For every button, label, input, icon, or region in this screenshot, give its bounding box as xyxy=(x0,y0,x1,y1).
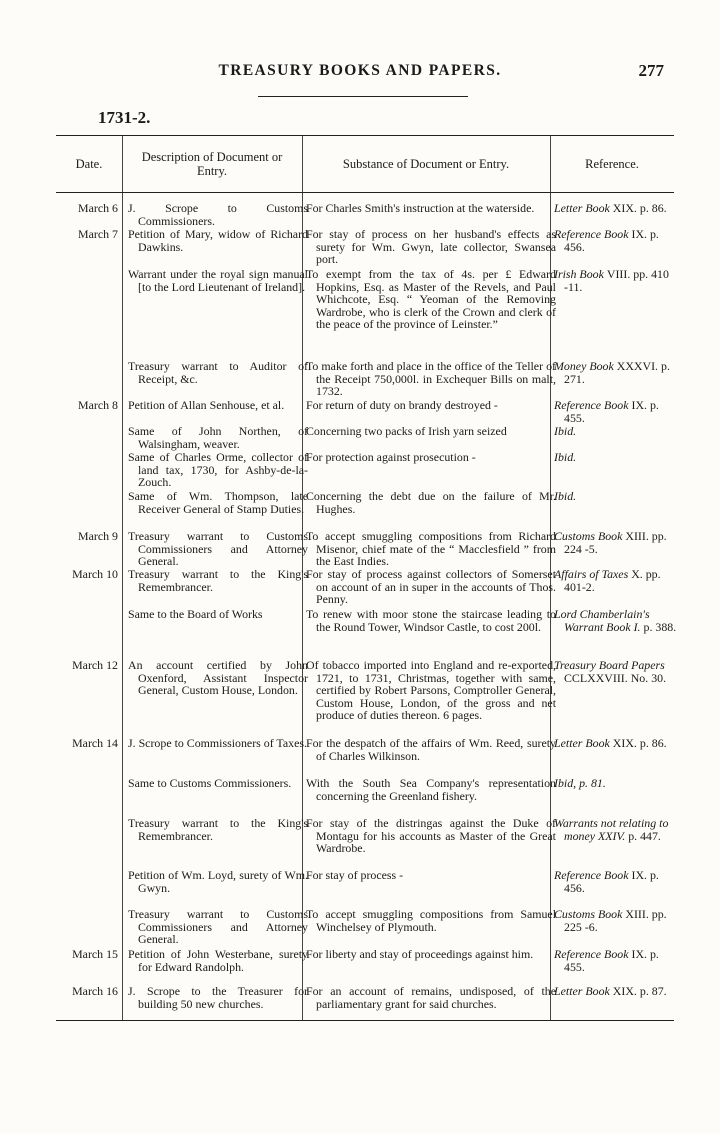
reference-page: XIII. pp. 225 -6. xyxy=(564,907,667,934)
entry-substance: For stay of process on her husband's effects as surety for Wm. Gwyn, late collector, Swansea port. xyxy=(306,227,556,267)
reference-book: Reference Book xyxy=(554,947,629,961)
entry-reference xyxy=(554,948,680,973)
entry-date: March 16 xyxy=(72,984,118,998)
entry-date: March 6 xyxy=(78,201,118,215)
entry-reference xyxy=(554,985,680,998)
entry-reference xyxy=(554,817,680,842)
reference-page: IX. p. 456. xyxy=(564,868,659,895)
entry-substance: To accept smuggling compositions from Richard Misenor, chief mate of the “ Macclesfield ” from the East Indies. xyxy=(306,529,556,569)
title-rule xyxy=(258,96,468,97)
reference-book: Reference Book xyxy=(554,868,629,882)
entry-reference xyxy=(554,869,680,894)
reference-page: XIX. p. 86. xyxy=(612,736,667,750)
reference-page: p. 447. xyxy=(628,828,661,843)
entry-reference xyxy=(554,228,680,253)
entry-reference: Ibid. xyxy=(554,424,577,438)
reference-book: Customs Book xyxy=(554,907,623,921)
reference-book: Letter Book xyxy=(554,201,610,215)
reference-book: Reference Book xyxy=(554,227,629,241)
reference-page: IX. p. 456. xyxy=(564,227,659,254)
reference-book: Treasury Board Papers xyxy=(554,658,665,672)
entry-substance: For liberty and stay of proceedings against him. xyxy=(306,947,534,961)
reference-book: Irish Book xyxy=(554,267,604,281)
entry-reference xyxy=(554,908,680,933)
entry-substance: For an account of remains, undisposed, of the parliamentary grant for said churches. xyxy=(306,984,556,1011)
entry-description: Same of Wm. Thompson, late Receiver General of Stamp Duties. xyxy=(128,489,308,516)
running-title: TREASURY BOOKS AND PAPERS. xyxy=(218,62,502,79)
reference-page: XIX. p. 87. xyxy=(612,984,667,998)
entry-description: An account certified by John Oxenford, Assistant Inspector General, Custom House, London. xyxy=(128,658,308,698)
entry-substance: To accept smuggling compositions from Samuel Winchelsey of Plymouth. xyxy=(306,907,556,934)
entry-reference xyxy=(554,202,680,215)
column-header-date: Date. xyxy=(75,157,103,171)
reference-page: CCLXXVIII. No. 30. xyxy=(564,670,667,685)
entry-reference xyxy=(554,659,680,684)
entry-description: Petition of Wm. Loyd, surety of Wm. Gwyn. xyxy=(128,868,308,895)
entries-table xyxy=(56,135,677,1021)
entry-description: Treasury warrant to the King's Remembrancer. xyxy=(128,816,308,843)
entry-reference xyxy=(554,530,680,555)
entry-reference: Ibid, p. 81. xyxy=(554,776,606,790)
reference-book: Reference Book xyxy=(554,398,629,412)
entry-date: March 9 xyxy=(78,529,118,543)
entry-substance: For the despatch of the affairs of Wm. Reed, surety of Charles Wilkinson. xyxy=(306,736,556,763)
reference-book: Lord Chamberlain's Warrant Book I. xyxy=(554,607,650,634)
entry-description: J. Scrope to the Treasurer for building 50 new churches. xyxy=(128,984,308,1011)
entry-substance: Concerning the debt due on the failure of Mr. Hughes. xyxy=(306,489,556,516)
entry-description: Same to the Board of Works xyxy=(128,607,263,621)
reference-page: IX. p. 455. xyxy=(564,398,659,425)
entry-description: J. Scrope to Commissioners of Taxes. xyxy=(128,736,307,750)
entry-substance: With the South Sea Company's representation concerning the Greenland fishery. xyxy=(306,776,556,803)
entry-date: March 14 xyxy=(72,736,118,750)
entry-substance: Of tobacco imported into England and re-exported, 1721, to 1731, Christmas, together with same, certified by Robert Parsons, Comptroller General, Custom House, London, of the gross and net produce of duties thereon. 6 pages. xyxy=(306,658,556,723)
entry-substance: For stay of the distringas against the Duke of Montagu for his accounts as Master of the Great Wardrobe. xyxy=(306,816,556,856)
entry-description: Treasury warrant to Customs Commissioners and Attorney General. xyxy=(128,529,308,569)
entry-reference xyxy=(554,399,680,424)
reference-page: IX. p. 455. xyxy=(564,947,659,974)
column-header-substance: Substance of Document or Entry. xyxy=(342,157,510,171)
reference-book: Affairs of Taxes xyxy=(554,567,629,581)
header-rule xyxy=(56,192,674,193)
reference-page: XXXVI. p. 271. xyxy=(564,359,670,386)
entry-date: March 15 xyxy=(72,947,118,961)
entry-description: Petition of Mary, widow of Richard Dawkins. xyxy=(128,227,308,254)
entry-description: Petition of Allan Senhouse, et al. xyxy=(128,398,285,412)
entry-reference: Ibid. xyxy=(554,489,577,503)
entry-substance: For return of duty on brandy destroyed - xyxy=(306,399,556,412)
entry-description: Treasury warrant to Customs Commissioners and Attorney General. xyxy=(128,907,308,947)
column-header-reference: Reference. xyxy=(585,157,639,171)
reference-page: p. 388. xyxy=(643,619,677,634)
entry-reference xyxy=(554,737,680,750)
entry-substance: Concerning two packs of Irish yarn seized xyxy=(306,424,507,438)
entry-description: Treasury warrant to Auditor of Receipt, &c. xyxy=(128,359,308,386)
entry-description: Same of Charles Orme, collector of land tax, 1730, for Ashby-de-la-Zouch. xyxy=(128,450,308,490)
reference-book: Money Book xyxy=(554,359,614,373)
entry-date: March 8 xyxy=(78,398,118,412)
entry-description: Warrant under the royal sign manual [to the Lord Lieutenant of Ireland]. xyxy=(128,267,308,294)
reference-book: Letter Book xyxy=(554,736,610,750)
entry-substance: To make forth and place in the office of the Teller of the Receipt 750,000l. in Exchequer Bills on malt, 1732. xyxy=(306,359,556,399)
entry-reference: Ibid. xyxy=(554,450,577,464)
reference-page: XIII. pp. 224 -5. xyxy=(564,529,667,556)
reference-book: Customs Book xyxy=(554,529,623,543)
page-number: 277 xyxy=(638,61,664,80)
column-header-description: Description of Document or Entry. xyxy=(141,150,283,178)
entry-reference xyxy=(554,268,680,293)
entry-substance: To renew with moor stone the staircase leading to the Round Tower, Windsor Castle, to cost 200l. xyxy=(306,607,556,634)
reference-page: VIII. pp. 410 -11. xyxy=(564,267,669,294)
entry-reference xyxy=(554,360,680,385)
reference-page: XIX. p. 86. xyxy=(612,201,667,215)
entry-reference xyxy=(554,608,680,633)
entry-reference xyxy=(554,568,680,593)
entry-description: Same to Customs Commissioners. xyxy=(128,776,292,790)
reference-book: Letter Book xyxy=(554,984,610,998)
entry-description: Treasury warrant to the King's Remembrancer. xyxy=(128,567,308,594)
entry-date: March 10 xyxy=(72,567,118,581)
entry-substance: For Charles Smith's instruction at the waterside. xyxy=(306,201,535,215)
entry-substance: To exempt from the tax of 4s. per £ Edward Hopkins, Esq. as Master of the Revels, and Paul Whichcote, Esq. “ Yeoman of the Removing Wardrobe, who is clerk of the Crown and clerk of the peace of the province of Leinster.” xyxy=(306,267,556,332)
entry-substance: For stay of process against collectors of Somerset on account of an in super in the accounts of Thos. Penny. xyxy=(306,567,556,607)
reference-page: X. pp. 401-2. xyxy=(564,567,661,594)
entry-substance: For stay of process - xyxy=(306,869,556,882)
entry-description: J. Scrope to Customs Commissioners. xyxy=(128,201,308,228)
entry-description: Same of John Northen, of Walsingham, weaver. xyxy=(128,424,308,451)
year-heading: 1731-2. xyxy=(98,108,151,127)
entry-date: March 12 xyxy=(72,658,118,672)
entry-substance: For protection against prosecution - xyxy=(306,451,556,464)
reference-book: Warrants not relating to money XXIV. xyxy=(554,816,669,843)
column-divider xyxy=(122,136,123,1020)
entry-date: March 7 xyxy=(78,227,118,241)
entry-description: Petition of John Westerbane, surety for Edward Randolph. xyxy=(128,947,308,974)
